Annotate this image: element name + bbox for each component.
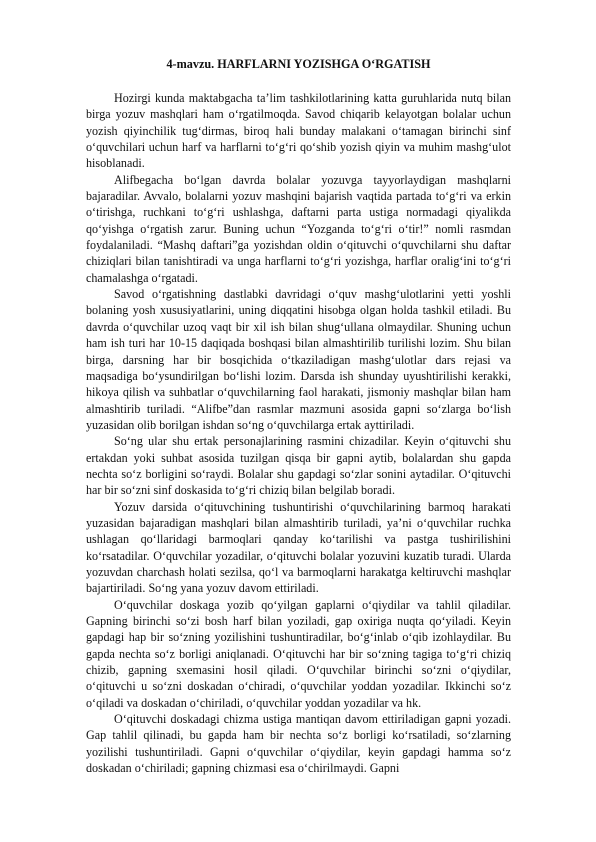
page-title: 4-mavzu. HARFLARNI YOZISHGA O‘RGATISH (166, 57, 431, 71)
paragraph-6: O‘quvchilar doskaga yozib qo‘yilgan gaplarni o‘qiydilar va tahlil qiladilar. Gapning birinchi so‘zi bosh harf bilan yoziladi, gap oxiriga nuqta qo‘yiladi. Keyin gapdagi hap bir so‘zning yozilishini tushuntiradilar, bo‘g‘inlab o‘qib izohlaydilar. Bu gapda nechta so‘z borligi aniqlanadi. O‘qituvchi har bir so‘zning tagiga to‘g‘ri chiziq chizib, gapning sxemasini hosil qiladi. O‘quvchilar birinchi so‘zni o‘qiydilar, o‘qituvchi u so‘zni doskadan o‘chiradi, o‘quvchilar yoddan yozadilar. Ikkinchi so‘z o‘qiladi va doskadan o‘chiriladi, o‘quvchilar yoddan yozadilar va hk. (86, 597, 511, 710)
paragraph-4: So‘ng ular shu ertak personajlarining rasmini chizadilar. Keyin o‘qituvchi shu ertakdan yoki suhbat asosida tuzilgan qisqa bir gapni aytib, bolalardan shu gapda nechta so‘z borligini so‘raydi. Bolalar shu gapdagi so‘zlar sonini aytadilar. O‘qituvchi har bir so‘zni sinf doskasida to‘g‘ri chiziq bilan belgilab boradi. (86, 434, 511, 498)
paragraph-5: Yozuv darsida o‘qituvchining tushuntirishi o‘quvchilarining barmoq harakati yuzasidan bajaradigan mashqlari bilan almashtirib turiladi, ya’ni o‘quvchilar ruchka ushlagan qo‘llaridagi barmoqlari qanday ko‘tarilishi va pastga tushirilishini ko‘rsatadilar. O‘quvchilar yozadilar, o‘qituvchi bolalar yozuvini kuzatib turadi. Ularda yozuvdan charchash holati sezilsa, qo‘l va barmoqlarni harakatga keltiruvchi mashqlar bajartiriladi. So‘ng yana yozuv davom ettiriladi. (86, 499, 511, 596)
paragraph-1: Hozirgi kunda maktabgacha ta’lim tashkilotlarining katta guruhlarida nutq bilan birga yozuv mashqlari ham o‘rgatilmoqda. Savod chiqarib kelayotgan bolalar uchun yozish qiyinchilik tug‘dirmas, biroq hali bunday malakani o‘tamagan birinchi sinf o‘quvchilari uchun harf va harflarni to‘g‘ri qo‘shib yozish qiyin va muhim mashg‘ulot hisoblanadi. (86, 91, 511, 171)
paragraph-3: Savod o‘rgatishning dastlabki davridagi o‘quv mashg‘ulotlarini yetti yoshli bolaning yosh xususiyatlarini, uning diqqatini hisobga olgan holda tashkil etiladi. Bu davrda o‘quvchilar uzoq vaqt bir xil ish bilan shug‘ullana olmaydilar. Shuning uchun ham ish turi har 10-15 daqiqada boshqasi bilan almashtirilib turilishi lozim. Shu bilan birga, darsning har bir bosqichida o‘tkaziladigan mashg‘ulotlar dars rejasi va maqsadiga bo‘ysundirilgan bo‘lishi lozim. Darsda ish shunday uyushtirilishi kerakki, hikoya qilish va suhbatlar o‘quvchilarning faol harakati, jismoniy mashqlar bilan ham almashtirib turiladi. “Alifbe”dan rasmlar mazmuni asosida gapni so‘zlarga bo‘lish yuzasidan olib borilgan ishdan so‘ng o‘quvchilarga ertak ayttiriladi. (86, 287, 511, 432)
paragraph-2: Alifbegacha bo‘lgan davrda bolalar yozuvga tayyorlaydigan mashqlarni bajaradilar. Avvalo, bolalarni yozuv mashqini bajarish vaqtida partada to‘g‘ri va erkin o‘tirishga, ruchkani to‘g‘ri ushlashga, daftarni parta ustiga normadagi qiyalikda qo‘yishga o‘rgatish zarur. Buning uchun “Yozganda to‘g‘ri o‘tir!” nomli rasmdan foydalaniladi. “Mashq daftari”ga yozishdan oldin o‘qituvchi o‘quvchilarni shu daftar chiziqlari bilan tanishtiradi va unga harflarni to‘g‘ri yozishga, harflar oralig‘ini to‘g‘ri chamalashga o‘rgatadi. (86, 172, 511, 285)
paragraph-7: O‘qituvchi doskadagi chizma ustiga mantiqan davom ettiriladigan gapni yozadi. Gap tahlil qilinadi, bu gapda ham bir nechta so‘z borligi ko‘rsatiladi, so‘zlarning yozilishi tushuntiriladi. Gapni o‘quvchilar o‘qiydilar, keyin gapdagi hamma so‘z doskadan o‘chiriladi; gapning chizmasi esa o‘chirilmaydi. Gapni (86, 712, 511, 776)
